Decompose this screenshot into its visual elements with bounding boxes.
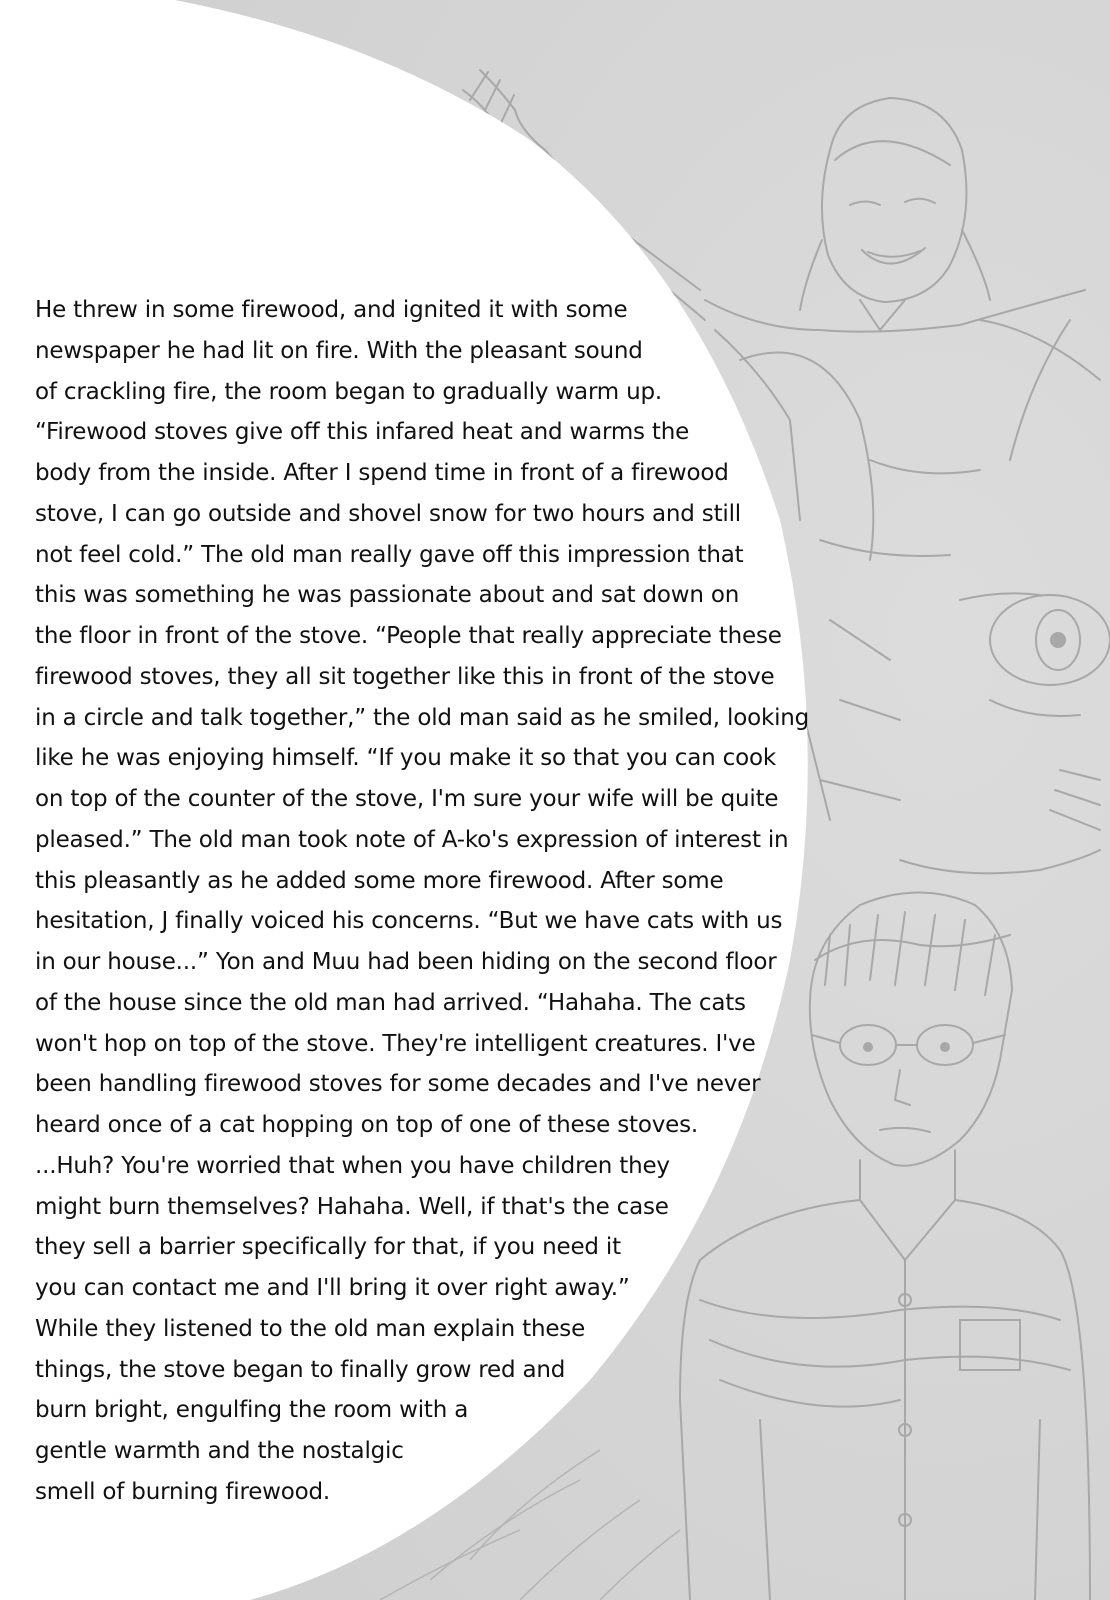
text-line: ...Huh? You're worried that when you have children they — [35, 1152, 670, 1179]
text-line: might burn themselves? Hahaha. Well, if that's the case — [35, 1193, 669, 1220]
text-line: not feel cold.” The old man really gave off this impression that — [35, 541, 744, 568]
text-line: they sell a barrier specifically for that, if you need it — [35, 1234, 621, 1261]
text-line: body from the inside. After I spend time in front of a firewood — [35, 460, 729, 486]
text-line: like he was enjoying himself. “If you make it so that you can cook — [35, 745, 776, 772]
text-line: firewood stoves, they all sit together like this in front of the stove — [35, 663, 775, 690]
text-line: “Firewood stoves give off this infared heat and warms the — [35, 419, 690, 446]
text-line: on top of the counter of the stove, I'm sure your wife will be quite — [35, 786, 779, 812]
text-line: you can contact me and I'll bring it over right away.” — [35, 1275, 630, 1301]
text-line: stove, I can go outside and shovel snow for two hours and still — [35, 500, 741, 527]
body-text — [35, 290, 835, 1513]
text-line: While they listened to the old man explain these — [35, 1315, 586, 1342]
text-line: burn bright, engulfing the room with a — [35, 1397, 469, 1424]
text-line: this was something he was passionate about and sat down on — [35, 582, 740, 609]
text-line: in our house...” Yon and Muu had been hiding on the second floor — [35, 949, 777, 975]
text-line: gentle warmth and the nostalgic — [35, 1438, 404, 1464]
text-line: heard once of a cat hopping on top of one of these stoves. — [35, 1112, 698, 1138]
text-line: things, the stove began to finally grow red and — [35, 1356, 566, 1383]
text-line: of the house since the old man had arrived. “Hahaha. The cats — [35, 989, 746, 1016]
text-line: this pleasantly as he added some more firewood. After some — [35, 867, 724, 894]
text-line: hesitation, J finally voiced his concerns. “But we have cats with us — [35, 908, 783, 935]
text-line: He threw in some firewood, and ignited it with some — [35, 297, 628, 323]
text-line: in a circle and talk together,” the old man said as he smiled, looking — [35, 704, 810, 731]
text-line: of crackling fire, the room began to gradually warm up. — [35, 378, 663, 405]
text-line: won't hop on top of the stove. They're intelligent creatures. I've — [35, 1030, 756, 1057]
text-line: pleased.” The old man took note of A-ko's expression of interest in — [35, 826, 789, 853]
text-line: newspaper he had lit on fire. With the pleasant sound — [35, 337, 643, 364]
text-line: smell of burning firewood. — [35, 1478, 331, 1505]
text-line: been handling firewood stoves for some decades and I've never — [35, 1071, 761, 1098]
text-line: the floor in front of the stove. “People that really appreciate these — [35, 623, 782, 649]
